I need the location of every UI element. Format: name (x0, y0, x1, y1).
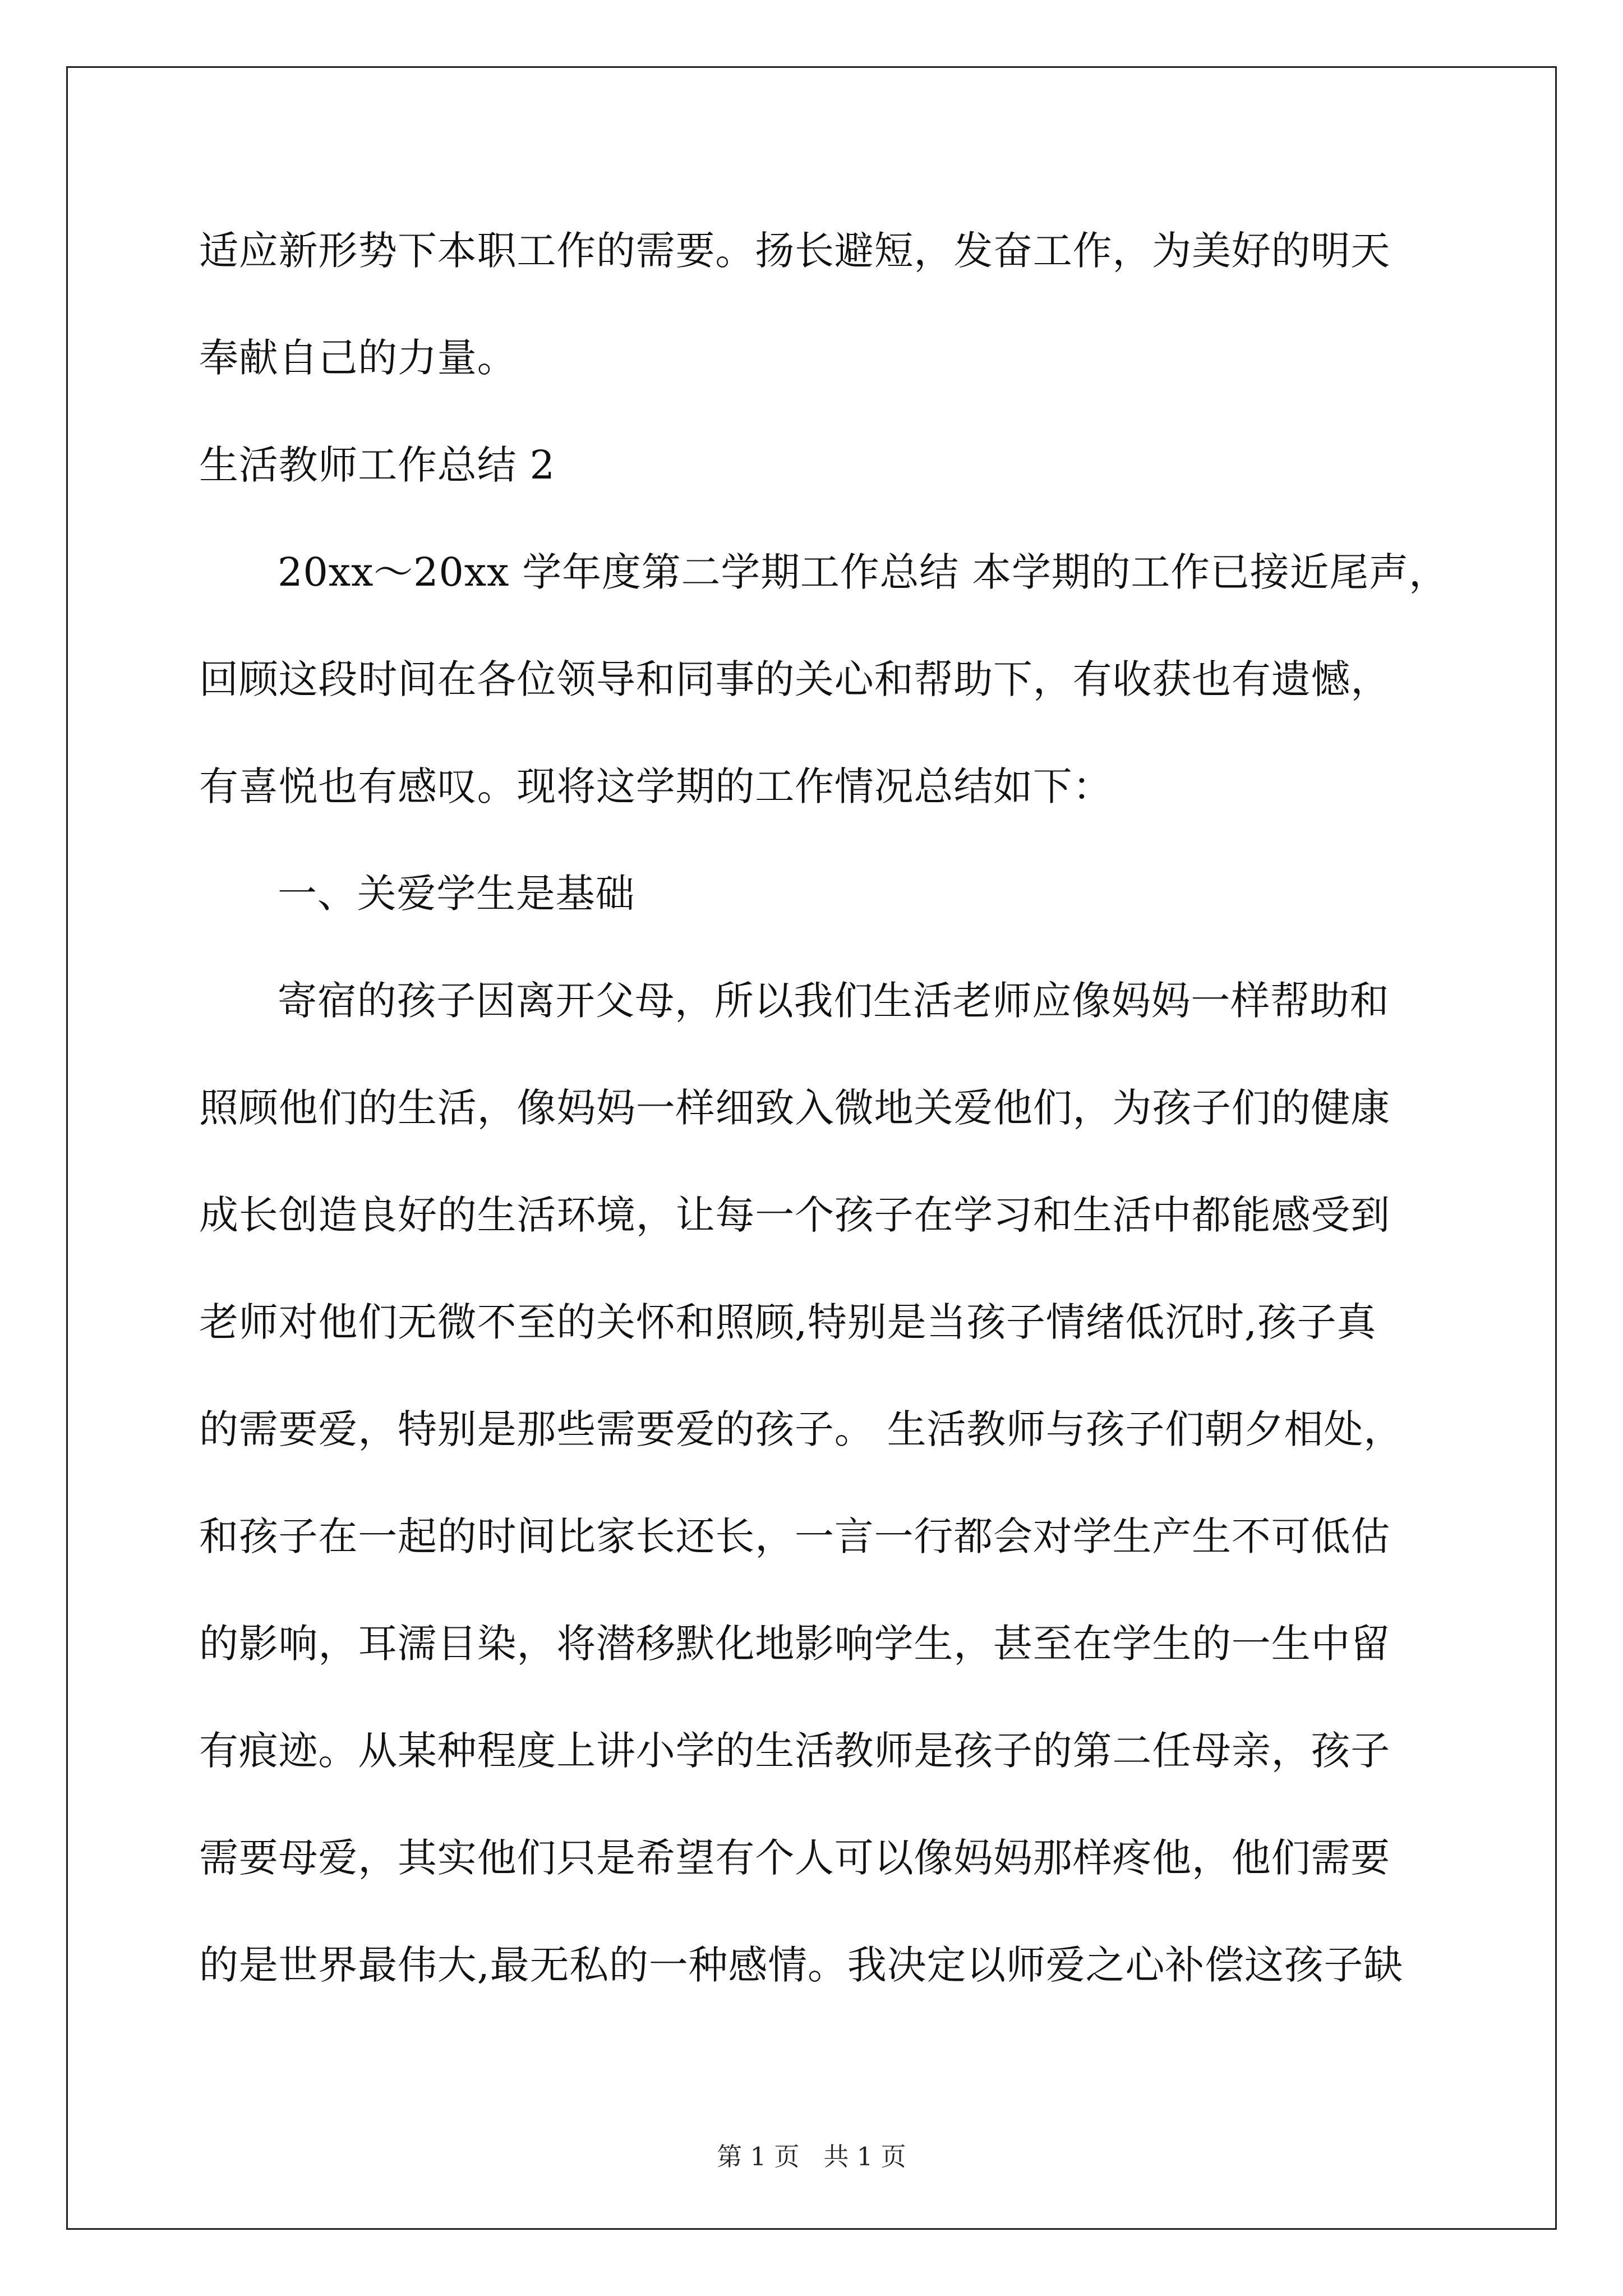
text-line: 成长创造良好的生活环境，让每一个孩子在学习和生活中都能感受到 (199, 1192, 1390, 1238)
page-number: 第 1 页 共 1 页 (717, 2142, 906, 2171)
text-line: 奉献自己的力量。 (199, 335, 517, 381)
document-body (199, 211, 1455, 2033)
text-line: 和孩子在一起的时间比家长还长，一言一行都会对学生产生不可低估 (199, 1513, 1390, 1559)
text-line: 有痕迹。从某种程度上讲小学的生活教师是孩子的第二任母亲，孩子 (199, 1728, 1390, 1774)
text-line: 适应新形势下本职工作的需要。扬长避短，发奋工作，为美好的明天 (199, 228, 1390, 274)
text-line: 20xx～20xx 学年度第二学期工作总结 本学期的工作已接近尾声， (278, 549, 1449, 595)
text-line: 的是世界最伟大,最无私的一种感情。我决定以师爱之心补偿这孩子缺 (199, 1942, 1404, 1988)
text-line: 照顾他们的生活，像妈妈一样细致入微地关爱他们，为孩子们的健康 (199, 1085, 1390, 1131)
text-line: 老师对他们无微不至的关怀和照顾,特别是当孩子情绪低沉时,孩子真 (199, 1299, 1377, 1345)
text-line: 有喜悦也有感叹。现将这学期的工作情况总结如下： (199, 763, 1113, 809)
text-line: 的需要爱，特别是那些需要爱的孩子。 生活教师与孩子们朝夕相处， (199, 1406, 1404, 1452)
text-line: 的影响，耳濡目染，将潜移默化地影响学生，甚至在学生的一生中留 (199, 1621, 1390, 1667)
text-line: 需要母爱，其实他们只是希望有个人可以像妈妈那样疼他，他们需要 (199, 1835, 1390, 1881)
subsection-heading: 一、关爱学生是基础 (278, 871, 635, 917)
text-line: 回顾这段时间在各位领导和同事的关心和帮助下，有收获也有遗憾， (199, 656, 1390, 702)
section-title: 生活教师工作总结 2 (199, 442, 555, 488)
text-line: 寄宿的孩子因离开父母，所以我们生活老师应像妈妈一样帮助和 (278, 978, 1390, 1024)
